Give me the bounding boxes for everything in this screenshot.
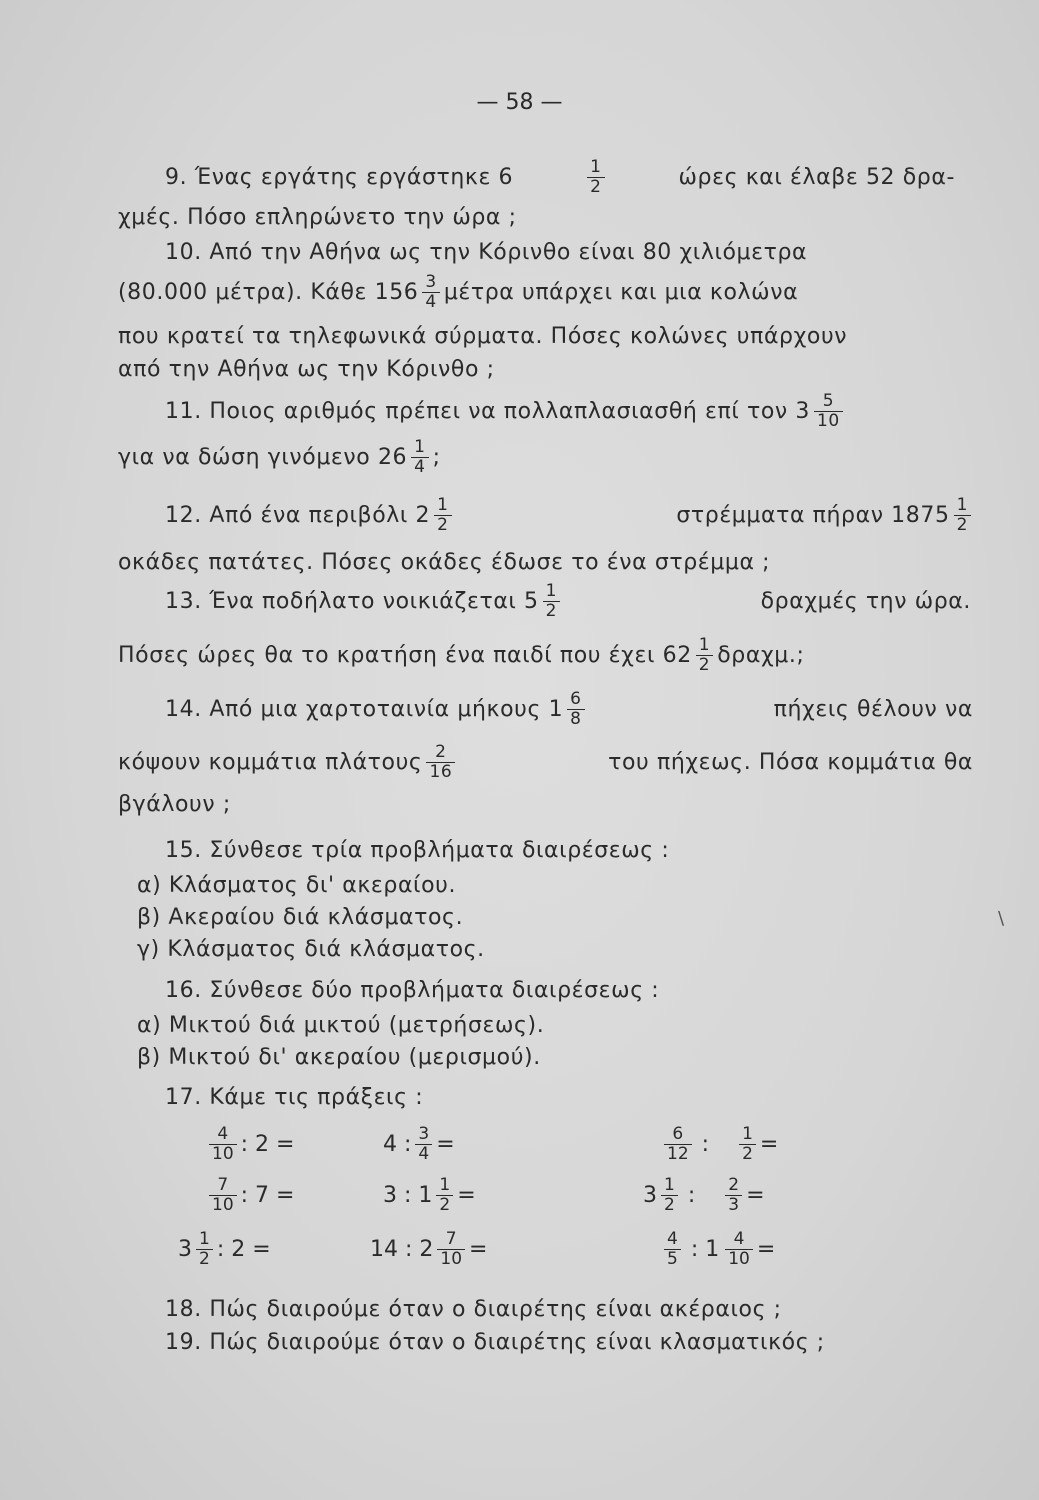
problem-16-title: 16. Σύνθεσε δύο προβλήματα διαιρέσεως : xyxy=(165,978,660,1003)
problem-10-line-1: 10. Από την Αθήνα ως την Κόρινθο είναι 80 χιλιόμετρα xyxy=(165,240,808,265)
exercise-r2c2: 3 : 1 $\frac{1}{2}$ = xyxy=(383,1175,476,1215)
problem-19: 19. Πώς διαιρούμε όταν ο διαιρέτης είναι κλασματικός ; xyxy=(165,1330,825,1355)
problem-10-line-2: (80.000 μέτρα). Κάθε 156 3 4 μέτρα υπάρχει και μια κολώνα xyxy=(118,272,799,312)
problem-15-title: 15. Σύνθεσε τρία προβλήματα διαιρέσεως : xyxy=(165,838,670,863)
fraction: 6 8 xyxy=(567,690,584,729)
fraction: $\frac{7}{10}$ xyxy=(437,1230,465,1269)
margin-mark: \ xyxy=(998,908,1005,929)
problem-12-line-2: οκάδες πατάτες. Πόσες οκάδες έδωσε το ένα στρέμμα ; xyxy=(118,550,771,575)
fraction: 1 2 xyxy=(587,158,604,197)
problem-14-line-1: 14. Από μια χαρτοταινία μήκους 1 6 8 πήχεις θέλουν να xyxy=(165,689,973,729)
problem-17-title: 17. Κάμε τις πράξεις : xyxy=(165,1085,424,1110)
problem-15-item-a: α) Κλάσματος δι' ακεραίου. xyxy=(137,873,457,898)
exercise-r1c1: 4 10 : 2 = xyxy=(205,1125,294,1164)
problem-13-line-1: 13. Ένα ποδήλατο νοικιάζεται 5 1 2 δραχμές την ώρα. xyxy=(165,581,971,621)
fraction: 1 2 xyxy=(696,636,713,675)
exercise-r3c2: 14 : 2 $\frac{7}{10}$ = xyxy=(370,1229,488,1269)
fraction: 1 2 xyxy=(954,496,971,535)
problem-10-line-4: από την Αθήνα ως την Κόρινθο ; xyxy=(118,357,495,382)
exercise-r3c3: 4 5 : 1 $\frac{4}{10}$ = xyxy=(660,1230,775,1269)
fraction: $\frac{2}{3}$ xyxy=(725,1176,742,1215)
exercise-r2c3: 3 1 2 : $\frac{2}{3}$ = xyxy=(643,1175,765,1215)
problem-18: 18. Πώς διαιρούμε όταν ο διαιρέτης είναι ακέραιος ; xyxy=(165,1297,782,1322)
fraction: $\frac{1}{2}$ xyxy=(739,1125,756,1164)
fraction: 1 2 xyxy=(196,1230,213,1269)
fraction: 5 10 xyxy=(814,392,843,431)
problem-16-item-a: α) Μικτού διά μικτού (μετρήσεως). xyxy=(137,1013,545,1038)
problem-16-item-b: β) Μικτού δι' ακεραίου (μερισμού). xyxy=(137,1045,541,1070)
problem-11-line-2: για να δώση γινόμενο 26 1 4 ; xyxy=(118,437,441,477)
problem-11-line-1: 11. Ποιος αριθμός πρέπει να πολλαπλασιασθή επί τον 3 5 10 xyxy=(165,392,847,431)
exercise-r1c2: 4 : $\frac{3}{4}$ = xyxy=(383,1124,455,1164)
problem-14-line-3: βγάλουν ; xyxy=(118,792,231,817)
fraction: 2 16 xyxy=(426,743,455,782)
fraction: 1 2 xyxy=(543,582,560,621)
fraction: 1 4 xyxy=(411,438,428,477)
problem-10-line-3: που κρατεί τα τηλεφωνικά σύρματα. Πόσες κολώνες υπάρχουν xyxy=(118,324,848,349)
fraction: 1 2 xyxy=(661,1176,678,1215)
problem-15-item-b: β) Ακεραίου διά κλάσματος. xyxy=(137,905,464,930)
fraction: 4 5 xyxy=(664,1230,681,1269)
fraction: 6 12 xyxy=(664,1125,692,1164)
problem-15-item-c: γ) Κλάσματος διά κλάσματος. xyxy=(137,937,485,962)
problem-9-line-1: 9. Ένας εργάτης εργάστηκε 6 1 2 ώρες και έλαβε 52 δρα- xyxy=(165,157,955,197)
fraction: 4 10 xyxy=(209,1125,237,1164)
exercise-r1c3: 6 12 : $\frac{1}{2}$ = xyxy=(660,1125,778,1164)
fraction: 7 10 xyxy=(209,1176,237,1215)
problem-14-line-2: κόψουν κομμάτια πλάτους 2 16 του πήχεως. Πόσα κομμάτια θα xyxy=(118,742,973,782)
problem-12-line-1: 12. Από ένα περιβόλι 2 1 2 στρέμματα πήραν 1875 1 2 xyxy=(165,496,975,535)
fraction: 3 4 xyxy=(422,273,439,312)
exercise-r3c1: 3 1 2 : 2 = xyxy=(178,1229,271,1269)
fraction: 1 2 xyxy=(434,496,451,535)
problem-9-line-2: χμές. Πόσο επληρώνετο την ώρα ; xyxy=(118,205,517,230)
problem-13-line-2: Πόσες ώρες θα το κρατήση ένα παιδί που έχει 62 1 2 δραχμ.; xyxy=(118,635,805,675)
fraction: $\frac{1}{2}$ xyxy=(436,1176,453,1215)
page-number: — 58 — xyxy=(476,90,563,115)
exercise-r2c1: 7 10 : 7 = xyxy=(205,1176,294,1215)
fraction: $\frac{3}{4}$ xyxy=(415,1125,432,1164)
fraction: $\frac{4}{10}$ xyxy=(725,1230,753,1269)
